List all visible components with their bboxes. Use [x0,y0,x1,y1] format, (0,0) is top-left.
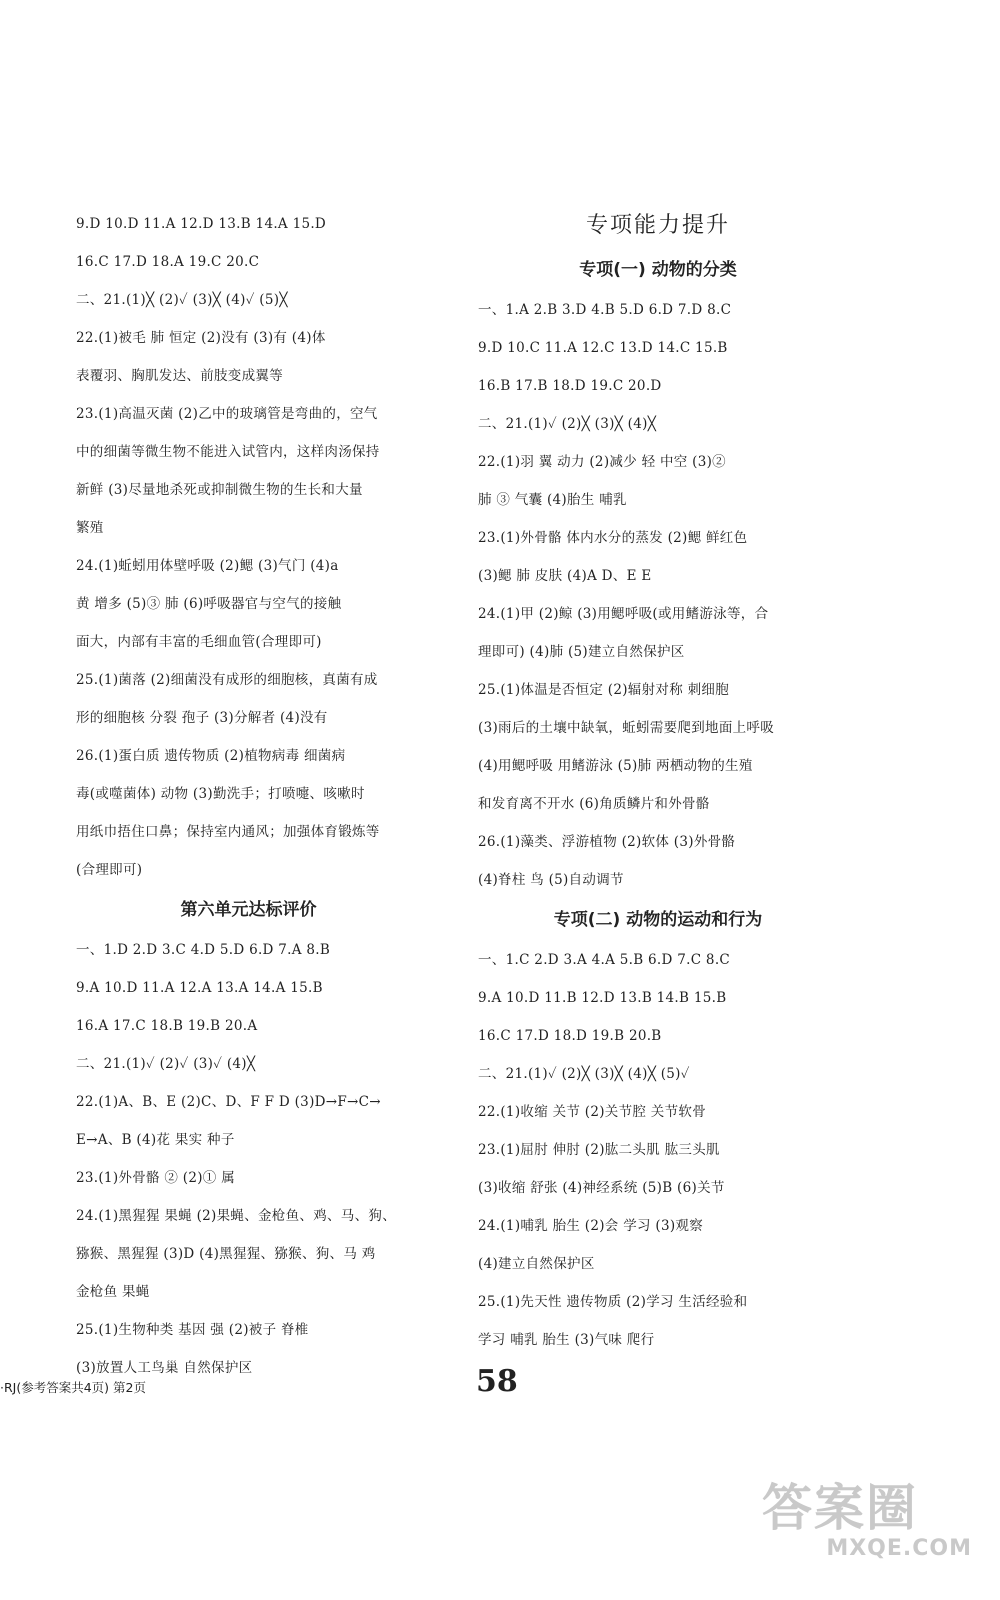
answer-line: 黄 增多 (5)③ 肺 (6)呼吸器官与空气的接触 [76,596,342,612]
answer-line: 一、1.A 2.B 3.D 4.B 5.D 6.D 7.D 8.C [478,302,732,318]
answer-line: (4)用鳃呼吸 用鳍游泳 (5)肺 两栖动物的生殖 [478,758,753,774]
page-title: 专项能力提升 [585,213,730,238]
answer-line: 繁殖 [76,520,104,536]
answer-line: (3)鳃 肺 皮肤 (4)A D、E E [478,568,652,584]
answer-line: 一、1.C 2.D 3.A 4.A 5.B 6.D 7.C 8.C [478,952,731,968]
answer-line: 16.A 17.C 18.B 19.B 20.A [76,1018,258,1034]
answer-line: 26.(1)藻类、浮游植物 (2)软体 (3)外骨骼 [478,834,736,850]
answer-line: 23.(1)高温灭菌 (2)乙中的玻璃管是弯曲的，空气 [76,406,378,422]
answer-line: 面大，内部有丰富的毛细血管(合理即可) [76,634,322,650]
answer-line: 24.(1)哺乳 胎生 (2)会 学习 (3)观察 [478,1218,704,1234]
answer-line: 新鲜 (3)尽量地杀死或抑制微生物的生长和大量 [76,482,363,498]
answer-line: 24.(1)蚯蚓用体壁呼吸 (2)鳃 (3)气门 (4)a [76,558,339,574]
answer-line: 中的细菌等微生物不能进入试管内，这样肉汤保持 [76,444,380,460]
watermark-text: 答案圈 [762,1479,918,1537]
section-heading: 专项(一) 动物的分类 [579,260,737,280]
answer-line: 9.A 10.D 11.A 12.A 13.A 14.A 15.B [76,980,323,996]
answer-line: 学习 哺乳 胎生 (3)气味 爬行 [478,1332,655,1348]
answer-line: 22.(1)被毛 肺 恒定 (2)没有 (3)有 (4)体 [76,330,326,346]
answer-line: 16.C 17.D 18.D 19.B 20.B [478,1028,662,1044]
right-column [478,205,838,1359]
section-heading: 专项(二) 动物的运动和行为 [553,910,763,930]
answer-line: 25.(1)体温是否恒定 (2)辐射对称 刺细胞 [478,682,729,698]
answer-line: 9.A 10.D 11.B 12.D 13.B 14.B 15.B [478,990,727,1006]
page-number: 58 [476,1364,518,1399]
answer-line: (4)建立自然保护区 [478,1256,595,1272]
left-column [76,205,421,1387]
section-heading: 第六单元达标评价 [180,900,317,920]
answer-line: 肺 ③ 气囊 (4)胎生 哺乳 [478,492,627,508]
answer-line: 二、21.(1)╳ (2)✓ (3)╳ (4)✓ (5)╳ [76,292,288,308]
answer-line: 二、21.(1)✓ (2)✓ (3)✓ (4)╳ [76,1056,256,1072]
answer-line: 和发育离不开水 (6)角质鳞片和外骨骼 [478,796,710,812]
answer-line: 23.(1)外骨骼 ② (2)① 属 [76,1170,235,1186]
answer-line: 毒(或噬菌体) 动物 (3)勤洗手；打喷嚏、咳嗽时 [76,786,365,802]
answer-line: 16.C 17.D 18.A 19.C 20.C [76,254,260,270]
footer-label: ·RJ(参考答案共4页) 第2页 [0,1380,146,1395]
answer-line: 16.B 17.B 18.D 19.C 20.D [478,378,662,394]
answer-line: 用纸巾捂住口鼻；保持室内通风；加强体育锻炼等 [76,824,380,840]
answer-line: 一、1.D 2.D 3.C 4.D 5.D 6.D 7.A 8.B [76,942,331,958]
answer-line: 二、21.(1)✓ (2)╳ (3)╳ (4)╳ [478,416,657,432]
answer-line: (4)脊柱 鸟 (5)自动调节 [478,872,624,888]
answer-line: 24.(1)黑猩猩 果蝇 (2)果蝇、金枪鱼、鸡、马、狗、 [76,1208,396,1224]
answer-line: (3)雨后的土壤中缺氧，蚯蚓需要爬到地面上呼吸 [478,720,775,736]
answer-line: 23.(1)外骨骼 体内水分的蒸发 (2)鳃 鲜红色 [478,530,748,546]
answer-line: (合理即可) [76,862,143,878]
answer-line: 表覆羽、胸肌发达、前肢变成翼等 [76,368,283,384]
answer-line: 9.D 10.C 11.A 12.C 13.D 14.C 15.B [478,340,728,356]
answer-line: 22.(1)A、B、E (2)C、D、F F D (3)D→F→C→ [76,1094,381,1110]
answer-line: 26.(1)蛋白质 遗传物质 (2)植物病毒 细菌病 [76,748,346,764]
answer-line: 24.(1)甲 (2)鲸 (3)用鳃呼吸(或用鳍游泳等，合 [478,606,769,622]
answer-line: 25.(1)先天性 遗传物质 (2)学习 生活经验和 [478,1294,748,1310]
answer-line: 22.(1)收缩 关节 (2)关节腔 关节软骨 [478,1104,706,1120]
answer-line: 22.(1)羽 翼 动力 (2)减少 轻 中空 (3)② [478,454,726,470]
answer-line: E→A、B (4)花 果实 种子 [76,1132,235,1148]
answer-line: 23.(1)屈肘 伸肘 (2)肱二头肌 肱三头肌 [478,1142,720,1158]
answer-line: 形的细胞核 分裂 孢子 (3)分解者 (4)没有 [76,710,328,726]
answer-line: 25.(1)生物种类 基因 强 (2)被子 脊椎 [76,1322,309,1338]
answer-line: (3)放置人工鸟巢 自然保护区 [76,1360,253,1376]
answer-line: 理即可) (4)肺 (5)建立自然保护区 [478,644,685,660]
answer-line: 二、21.(1)✓ (2)╳ (3)╳ (4)╳ (5)✓ [478,1066,690,1082]
watermark-logo [762,1480,972,1580]
answer-line: 猕猴、黑猩猩 (3)D (4)黑猩猩、猕猴、狗、马 鸡 [76,1246,376,1262]
answer-line: (3)收缩 舒张 (4)神经系统 (5)B (6)关节 [478,1180,725,1196]
answer-line: 25.(1)菌落 (2)细菌没有成形的细胞核，真菌有成 [76,672,378,688]
answer-line: 金枪鱼 果蝇 [76,1284,150,1300]
answer-line: 9.D 10.D 11.A 12.D 13.B 14.A 15.D [76,216,327,232]
watermark-url: MXQE.COM [826,1536,972,1561]
